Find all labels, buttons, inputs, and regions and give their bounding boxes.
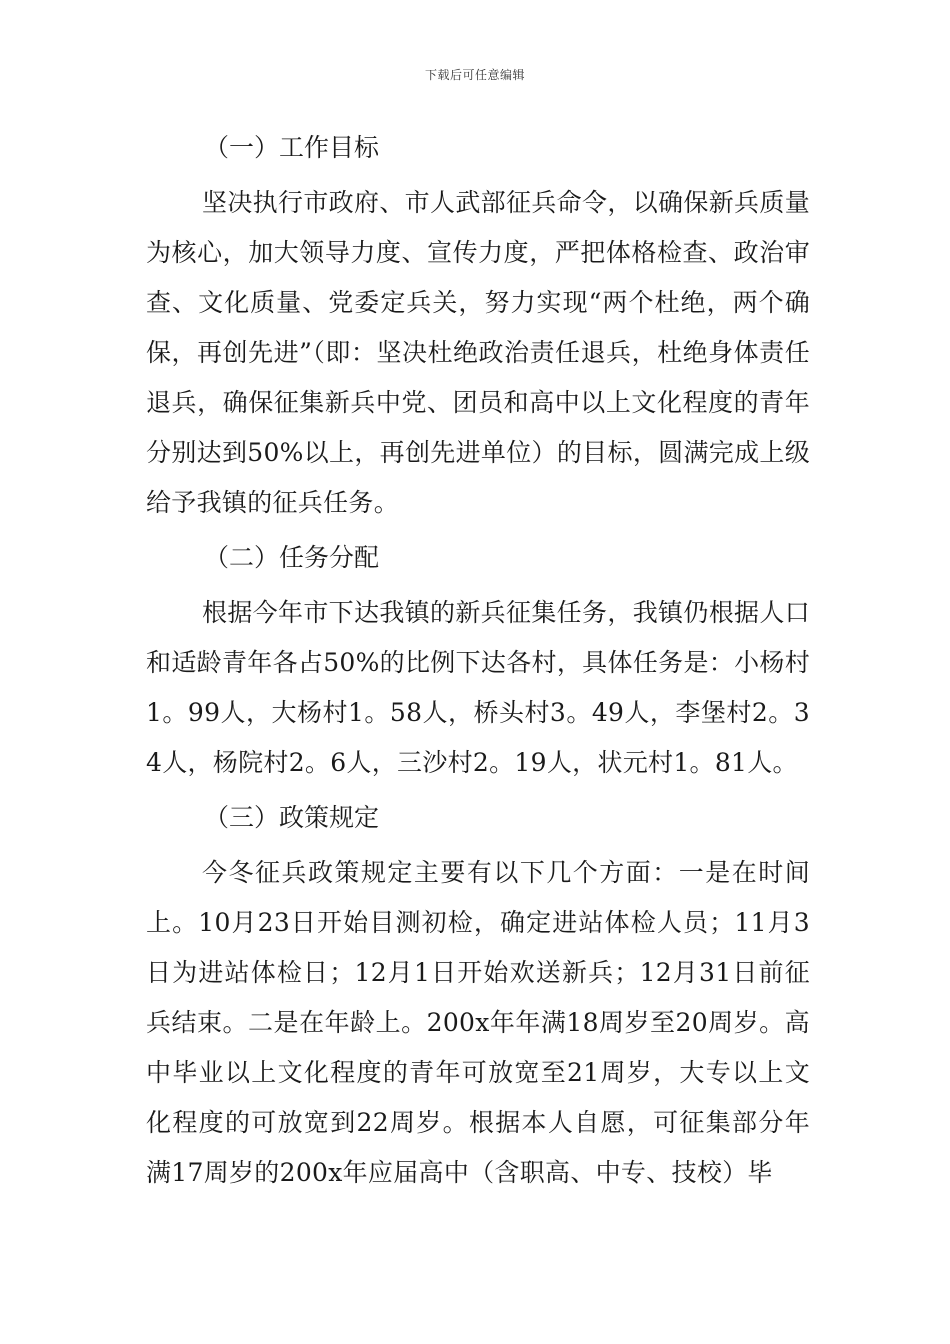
- section-paragraph: 根据今年市下达我镇的新兵征集任务，我镇仍根据人口和适龄青年各占50%的比例下达各村，具体任务是：小杨村1。99人，大杨村1。58人，桥头村3。49人，李堡村2。34人，杨院村2。6人，三沙村2。19人，状元村1。81人。: [146, 598, 810, 777]
- section-task-allocation: [146, 538, 810, 788]
- section-work-goals: [146, 128, 810, 528]
- document-body: [146, 128, 810, 1208]
- page-header: 下载后可任意编辑: [424, 68, 525, 82]
- section-policy-rules: [146, 798, 810, 1198]
- section-paragraph: 今冬征兵政策规定主要有以下几个方面：一是在时间上。10月23日开始目测初检，确定进站体检人员；11月3日为进站体检日；12月1日开始欢送新兵；12月31日前征兵结束。二是在年龄上。200x年年满18周岁至20周岁。高中毕业以上文化程度的青年可放宽至21周岁，大专以上文化程度的可放宽到22周岁。根据本人自愿，可征集部分年满17周岁的200x年应届高中（含职高、中专、技校）毕: [146, 858, 810, 1187]
- section-paragraph: 坚决执行市政府、市人武部征兵命令，以确保新兵质量为核心，加大领导力度、宣传力度，严把体格检查、政治审查、文化质量、党委定兵关，努力实现“两个杜绝，两个确保，再创先进”（即：坚决杜绝政治责任退兵，杜绝身体责任退兵，确保征集新兵中党、团员和高中以上文化程度的青年分别达到50%以上，再创先进单位）的目标，圆满完成上级给予我镇的征兵任务。: [146, 188, 810, 517]
- section-heading: （三）政策规定: [204, 803, 380, 832]
- section-heading: （二）任务分配: [204, 543, 380, 572]
- section-heading: （一）工作目标: [204, 133, 380, 162]
